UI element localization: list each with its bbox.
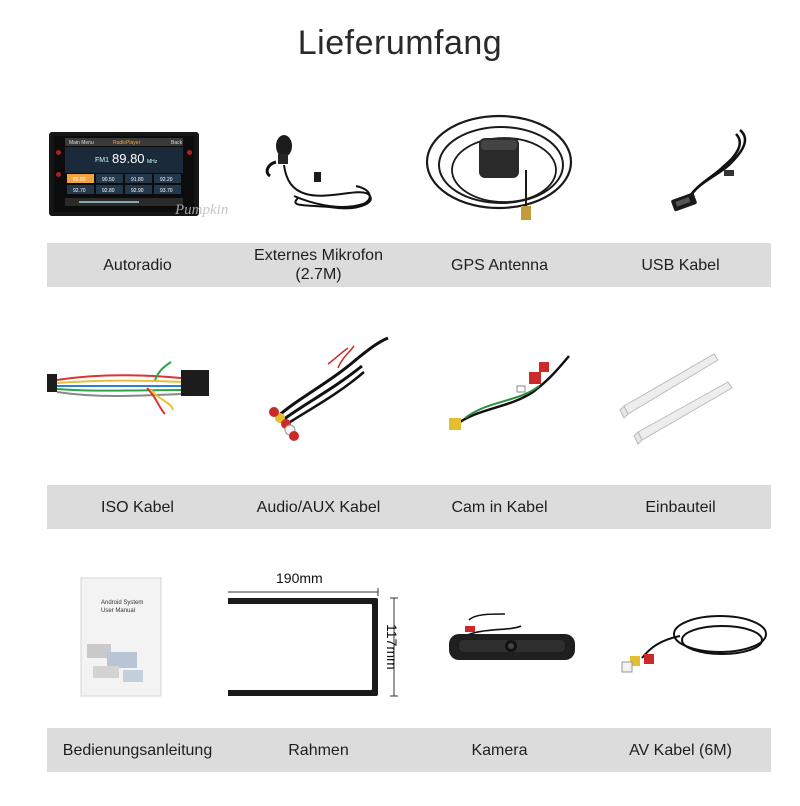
radio-freq-text: 89.80 <box>112 151 145 166</box>
item-label-iso: ISO Kabel <box>101 498 174 516</box>
radio-preset-label: 93.70 <box>160 188 173 194</box>
radio-band-text: FM1 <box>95 157 109 164</box>
radio-preset-label: 90.50 <box>102 177 115 183</box>
audio-aux-cable-image <box>228 328 409 458</box>
radio-preset-label: 92.20 <box>160 177 173 183</box>
row-3-images <box>47 570 771 700</box>
manual-line1: Android System <box>101 600 144 606</box>
label-bar-row-1 <box>47 243 771 287</box>
label-bar-row-2 <box>47 485 771 529</box>
radio-preset-label: 92.80 <box>102 188 115 194</box>
item-label-audio-aux: Audio/AUX Kabel <box>256 498 381 516</box>
autoradio-image <box>47 110 228 240</box>
radio-preset-label: 91.80 <box>131 177 144 183</box>
item-label-usb: USB Kabel <box>641 256 720 274</box>
brand-watermark: Pumpkin <box>175 202 228 218</box>
item-label-kamera: Kamera <box>471 741 528 759</box>
item-label-mikrofon: Externes Mikrofon (2.7M) <box>254 247 383 283</box>
item-label-rahmen: Rahmen <box>288 741 349 759</box>
row-1-images <box>47 110 771 240</box>
gps-antenna-image <box>409 110 590 240</box>
mounting-bracket-image <box>590 328 771 458</box>
frame-width-label: 190mm <box>276 570 323 586</box>
usb-cable-image <box>590 110 771 240</box>
iso-cable-image <box>47 328 228 458</box>
radio-preset-label: 92.70 <box>73 188 86 194</box>
item-label-gps: GPS Antenna <box>451 256 548 274</box>
page-title: Lieferumfang <box>297 24 503 62</box>
item-label-autoradio: Autoradio <box>103 256 172 274</box>
manual-image <box>47 570 228 700</box>
frame-height-label: 117mm <box>384 624 400 670</box>
label-bar-row-3 <box>47 728 771 772</box>
microphone-image <box>228 110 409 240</box>
item-label-einbauteil: Einbauteil <box>645 498 716 516</box>
item-label-cam-in: Cam in Kabel <box>451 498 548 516</box>
manual-line2: User Manual <box>101 608 136 614</box>
radio-preset-label: 89.80 <box>73 177 86 183</box>
frame-image <box>228 570 409 700</box>
cam-in-cable-image <box>409 328 590 458</box>
av-cable-image <box>590 570 771 700</box>
row-2-images <box>47 328 771 458</box>
radio-menu-text: Main Menu <box>69 140 94 146</box>
radio-back-text: Back <box>171 140 183 146</box>
radio-mode-text: RadioPlayer <box>113 140 141 146</box>
radio-preset-label: 92.90 <box>131 188 144 194</box>
item-label-av-kabel: AV Kabel (6M) <box>629 741 732 759</box>
camera-image <box>409 570 590 700</box>
radio-unit-text: MHz <box>147 159 158 165</box>
item-label-manual: Bedienungsanleitung <box>62 741 213 759</box>
